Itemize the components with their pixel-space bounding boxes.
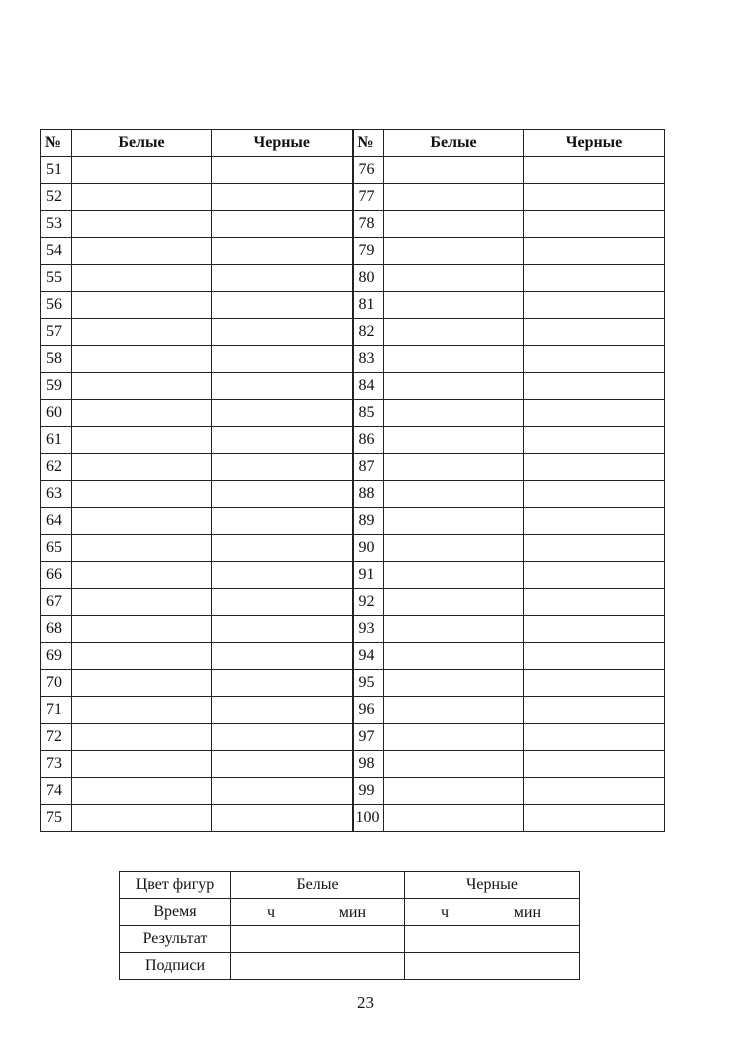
time-label: Время (120, 899, 231, 926)
black-time-field[interactable] (405, 899, 580, 926)
summary-row-color (120, 872, 580, 899)
move-number-left: 62 (41, 454, 72, 481)
black-move-cell-right[interactable] (524, 454, 665, 481)
move-number-left: 75 (41, 805, 72, 832)
black-move-cell-left[interactable] (212, 589, 353, 616)
move-row (41, 373, 665, 400)
summary-black-header: Черные (405, 872, 580, 899)
move-number-right: 78 (353, 211, 384, 238)
white-move-cell-left[interactable] (72, 805, 212, 832)
summary-row-time (120, 899, 580, 926)
move-row (41, 238, 665, 265)
move-row (41, 481, 665, 508)
black-move-cell-left[interactable] (212, 184, 353, 211)
black-move-cell-right[interactable] (524, 157, 665, 184)
move-row (41, 535, 665, 562)
move-row (41, 643, 665, 670)
white-move-cell-right[interactable] (384, 427, 524, 454)
black-move-cell-left[interactable] (212, 562, 353, 589)
black-move-cell-left[interactable] (212, 346, 353, 373)
header-num-right: № (353, 130, 384, 157)
move-number-right: 97 (353, 724, 384, 751)
black-move-cell-left[interactable] (212, 211, 353, 238)
move-row (41, 427, 665, 454)
black-move-cell-right[interactable] (524, 481, 665, 508)
black-move-cell-left[interactable] (212, 697, 353, 724)
black-move-cell-left[interactable] (212, 643, 353, 670)
white-move-cell-right[interactable] (384, 319, 524, 346)
move-number-left: 71 (41, 697, 72, 724)
white-move-cell-right[interactable] (384, 157, 524, 184)
move-number-left: 54 (41, 238, 72, 265)
white-move-cell-left[interactable] (72, 427, 212, 454)
white-move-cell-right[interactable] (384, 211, 524, 238)
white-hours-label: ч (267, 904, 276, 921)
move-row (41, 400, 665, 427)
black-move-cell-left[interactable] (212, 454, 353, 481)
black-signature-field[interactable] (405, 953, 580, 980)
move-number-right: 85 (353, 400, 384, 427)
black-move-cell-right[interactable] (524, 508, 665, 535)
white-move-cell-left[interactable] (72, 373, 212, 400)
white-move-cell-left[interactable] (72, 751, 212, 778)
white-time-field[interactable] (231, 899, 405, 926)
move-number-right: 91 (353, 562, 384, 589)
move-number-right: 99 (353, 778, 384, 805)
black-move-cell-right[interactable] (524, 751, 665, 778)
move-number-left: 68 (41, 616, 72, 643)
move-number-left: 70 (41, 670, 72, 697)
black-move-cell-left[interactable] (212, 724, 353, 751)
move-number-left: 56 (41, 292, 72, 319)
white-minutes-label: мин (338, 904, 366, 921)
move-number-right: 82 (353, 319, 384, 346)
move-row (41, 670, 665, 697)
black-move-cell-left[interactable] (212, 157, 353, 184)
move-number-left: 52 (41, 184, 72, 211)
black-move-cell-right[interactable] (524, 400, 665, 427)
white-move-cell-right[interactable] (384, 292, 524, 319)
black-move-cell-right[interactable] (524, 238, 665, 265)
result-label: Результат (120, 926, 231, 953)
move-row (41, 508, 665, 535)
white-move-cell-left[interactable] (72, 535, 212, 562)
black-move-cell-left[interactable] (212, 400, 353, 427)
black-move-cell-right[interactable] (524, 778, 665, 805)
white-move-cell-left[interactable] (72, 400, 212, 427)
move-number-right: 86 (353, 427, 384, 454)
white-move-cell-right[interactable] (384, 184, 524, 211)
move-number-right: 76 (353, 157, 384, 184)
move-number-left: 63 (41, 481, 72, 508)
white-move-cell-left[interactable] (72, 562, 212, 589)
black-move-cell-right[interactable] (524, 805, 665, 832)
move-number-left: 64 (41, 508, 72, 535)
white-move-cell-left[interactable] (72, 643, 212, 670)
white-move-cell-left[interactable] (72, 481, 212, 508)
black-move-cell-left[interactable] (212, 616, 353, 643)
move-number-right: 79 (353, 238, 384, 265)
black-move-cell-right[interactable] (524, 589, 665, 616)
move-number-left: 69 (41, 643, 72, 670)
white-move-cell-left[interactable] (72, 346, 212, 373)
black-move-cell-right[interactable] (524, 292, 665, 319)
black-move-cell-right[interactable] (524, 265, 665, 292)
black-move-cell-left[interactable] (212, 778, 353, 805)
black-result-field[interactable] (405, 926, 580, 953)
black-move-cell-right[interactable] (524, 373, 665, 400)
summary-row-result (120, 926, 580, 953)
white-move-cell-right[interactable] (384, 724, 524, 751)
white-move-cell-left[interactable] (72, 778, 212, 805)
white-signature-field[interactable] (231, 953, 405, 980)
black-move-cell-right[interactable] (524, 643, 665, 670)
move-number-left: 58 (41, 346, 72, 373)
black-move-cell-left[interactable] (212, 751, 353, 778)
header-white-right: Белые (384, 130, 524, 157)
move-number-left: 55 (41, 265, 72, 292)
header-num-left: № (41, 130, 72, 157)
white-move-cell-right[interactable] (384, 346, 524, 373)
move-number-right: 83 (353, 346, 384, 373)
white-move-cell-right[interactable] (384, 238, 524, 265)
black-move-cell-right[interactable] (524, 670, 665, 697)
black-move-cell-right[interactable] (524, 697, 665, 724)
black-move-cell-right[interactable] (524, 724, 665, 751)
black-move-cell-right[interactable] (524, 184, 665, 211)
move-row (41, 292, 665, 319)
move-number-left: 57 (41, 319, 72, 346)
white-move-cell-right[interactable] (384, 670, 524, 697)
summary-row-signatures (120, 953, 580, 980)
white-move-cell-left[interactable] (72, 724, 212, 751)
move-number-left: 74 (41, 778, 72, 805)
white-move-cell-right[interactable] (384, 400, 524, 427)
black-move-cell-left[interactable] (212, 535, 353, 562)
summary-white-header: Белые (231, 872, 405, 899)
moves-body (41, 157, 665, 832)
move-row (41, 265, 665, 292)
move-number-left: 53 (41, 211, 72, 238)
white-move-cell-left[interactable] (72, 238, 212, 265)
move-number-right: 84 (353, 373, 384, 400)
white-move-cell-right[interactable] (384, 751, 524, 778)
white-move-cell-left[interactable] (72, 211, 212, 238)
black-move-cell-right[interactable] (524, 616, 665, 643)
white-move-cell-right[interactable] (384, 778, 524, 805)
move-row (41, 454, 665, 481)
white-move-cell-left[interactable] (72, 589, 212, 616)
white-move-cell-left[interactable] (72, 157, 212, 184)
move-row (41, 562, 665, 589)
black-move-cell-left[interactable] (212, 805, 353, 832)
header-black-right: Черные (524, 130, 665, 157)
black-move-cell-left[interactable] (212, 319, 353, 346)
white-move-cell-right[interactable] (384, 697, 524, 724)
move-number-left: 66 (41, 562, 72, 589)
move-row (41, 805, 665, 832)
move-row (41, 211, 665, 238)
black-move-cell-left[interactable] (212, 265, 353, 292)
black-move-cell-right[interactable] (524, 319, 665, 346)
white-move-cell-left[interactable] (72, 265, 212, 292)
white-move-cell-right[interactable] (384, 616, 524, 643)
black-minutes-label: мин (513, 904, 541, 921)
move-row (41, 157, 665, 184)
move-number-right: 89 (353, 508, 384, 535)
move-number-right: 87 (353, 454, 384, 481)
white-move-cell-right[interactable] (384, 643, 524, 670)
header-white-left: Белые (72, 130, 212, 157)
page-number: 23 (357, 993, 374, 1012)
move-row (41, 697, 665, 724)
signatures-label: Подписи (120, 953, 231, 980)
move-number-left: 60 (41, 400, 72, 427)
move-number-left: 72 (41, 724, 72, 751)
move-row (41, 184, 665, 211)
black-move-cell-left[interactable] (212, 373, 353, 400)
move-number-right: 88 (353, 481, 384, 508)
move-row (41, 616, 665, 643)
move-row (41, 778, 665, 805)
move-number-right: 77 (353, 184, 384, 211)
move-row (41, 589, 665, 616)
black-move-cell-right[interactable] (524, 535, 665, 562)
move-number-right: 81 (353, 292, 384, 319)
black-move-cell-right[interactable] (524, 211, 665, 238)
move-number-right: 100 (353, 805, 384, 832)
white-move-cell-left[interactable] (72, 454, 212, 481)
black-move-cell-left[interactable] (212, 508, 353, 535)
white-move-cell-left[interactable] (72, 670, 212, 697)
white-move-cell-right[interactable] (384, 562, 524, 589)
white-move-cell-left[interactable] (72, 292, 212, 319)
black-move-cell-left[interactable] (212, 427, 353, 454)
black-move-cell-left[interactable] (212, 481, 353, 508)
white-move-cell-left[interactable] (72, 319, 212, 346)
black-move-cell-left[interactable] (212, 238, 353, 265)
black-move-cell-left[interactable] (212, 292, 353, 319)
black-move-cell-right[interactable] (524, 427, 665, 454)
move-row (41, 724, 665, 751)
move-number-right: 93 (353, 616, 384, 643)
black-move-cell-right[interactable] (524, 346, 665, 373)
move-row (41, 319, 665, 346)
white-move-cell-right[interactable] (384, 454, 524, 481)
move-number-left: 51 (41, 157, 72, 184)
white-move-cell-right[interactable] (384, 805, 524, 832)
white-move-cell-right[interactable] (384, 481, 524, 508)
move-number-right: 80 (353, 265, 384, 292)
white-move-cell-right[interactable] (384, 373, 524, 400)
black-hours-label: ч (441, 904, 450, 921)
header-black-left: Черные (212, 130, 353, 157)
white-move-cell-right[interactable] (384, 265, 524, 292)
move-row (41, 751, 665, 778)
move-number-right: 90 (353, 535, 384, 562)
white-result-field[interactable] (231, 926, 405, 953)
move-number-left: 65 (41, 535, 72, 562)
moves-table (40, 129, 665, 832)
white-move-cell-right[interactable] (384, 535, 524, 562)
white-move-cell-left[interactable] (72, 697, 212, 724)
move-number-right: 96 (353, 697, 384, 724)
move-number-left: 59 (41, 373, 72, 400)
white-move-cell-left[interactable] (72, 184, 212, 211)
moves-header-row (41, 130, 665, 157)
move-number-right: 95 (353, 670, 384, 697)
move-number-right: 98 (353, 751, 384, 778)
white-move-cell-left[interactable] (72, 616, 212, 643)
move-number-right: 94 (353, 643, 384, 670)
black-move-cell-right[interactable] (524, 562, 665, 589)
black-move-cell-left[interactable] (212, 670, 353, 697)
piece-color-label: Цвет фигур (120, 872, 231, 899)
move-row (41, 346, 665, 373)
white-move-cell-right[interactable] (384, 589, 524, 616)
move-number-left: 61 (41, 427, 72, 454)
white-move-cell-right[interactable] (384, 508, 524, 535)
move-number-right: 92 (353, 589, 384, 616)
move-number-left: 73 (41, 751, 72, 778)
move-number-left: 67 (41, 589, 72, 616)
white-move-cell-left[interactable] (72, 508, 212, 535)
summary-table (119, 871, 580, 980)
